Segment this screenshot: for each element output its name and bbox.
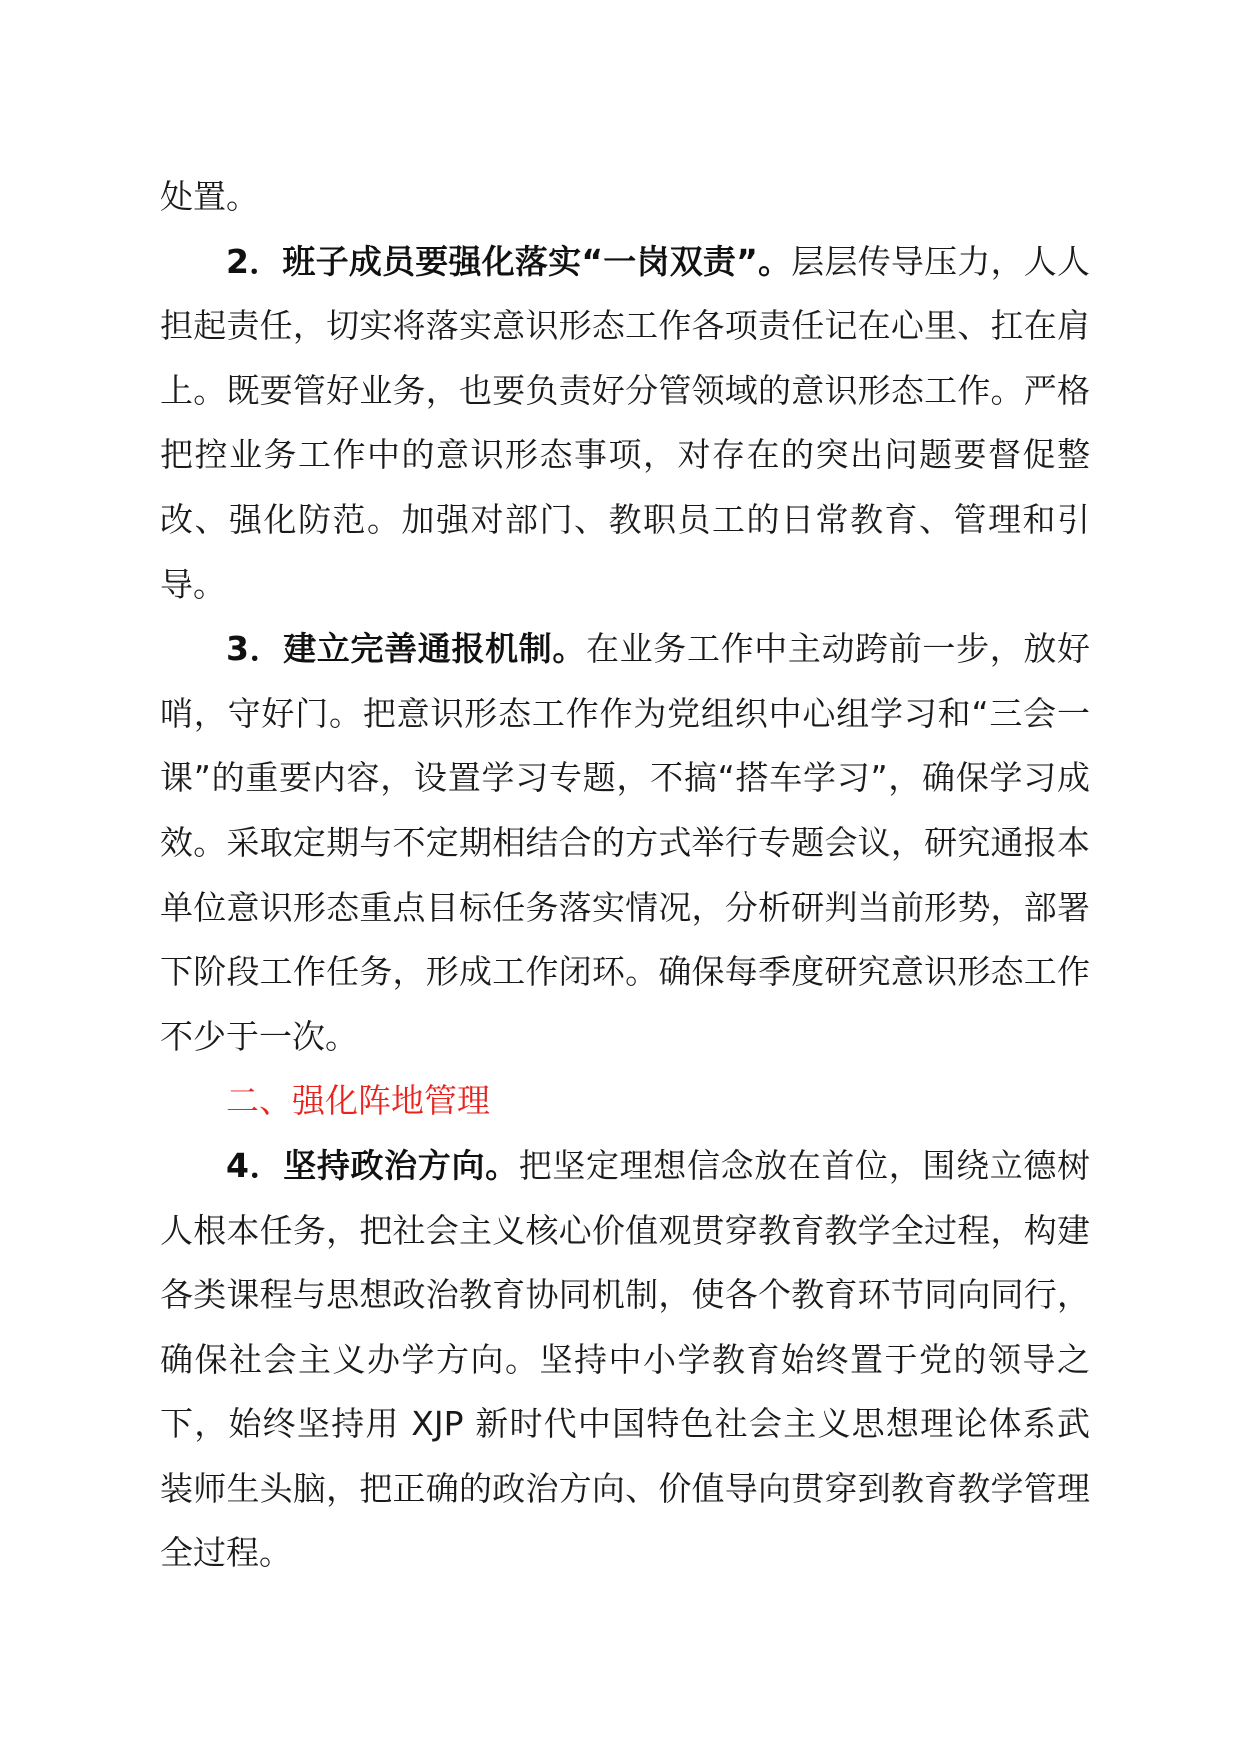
item-4-lead: 4．坚持政治方向。: [226, 1145, 519, 1185]
item-3-body: 在业务工作中主动跨前一步，放好哨，守好门。把意识形态工作作为党组织中心组学习和“三会一课”的重要内容，设置学习专题，不搞“搭车学习”，确保学习成效。采取定期与不定期相结合的方式举行专题会议，研究通报本单位意识形态重点目标任务落实情况，分析研判当前形势，部署下阶段工作任务，形成工作闭环。确保每季度研究意识形态工作不少于一次。: [160, 629, 1090, 1056]
item-3-lead: 3．建立完善通报机制。: [226, 629, 587, 669]
paragraph-item-3: [160, 617, 1090, 1069]
item-4-body: 把坚定理想信念放在首位，围绕立德树人根本任务，把社会主义核心价值观贯穿教育教学全过程，构建各类课程与思想政治教育协同机制，使各个教育环节同向同行，确保社会主义办学方向。坚持中小学教育始终置于党的领导之下，始终坚持用 XJP 新时代中国特色社会主义思想理论体系武装师生头脑，把正确的政治方向、价值导向贯穿到教育教学管理全过程。: [160, 1145, 1090, 1573]
item-2-body: 层层传导压力，人人担起责任，切实将落实意识形态工作各项责任记在心里、扛在肩上。既要管好业务，也要负责好分管领域的意识形态工作。严格把控业务工作中的意识形态事项，对存在的突出问题要督促整改、强化防范。加强对部门、教职员工的日常教育、管理和引导。: [160, 241, 1091, 604]
paragraph-item-4: [160, 1134, 1090, 1586]
item-2-lead: 2．班子成员要强化落实“一岗双责”。: [226, 241, 792, 281]
document-body: [160, 165, 1090, 1586]
paragraph-item-2: [160, 230, 1090, 618]
paragraph-continuation: 处置。: [160, 177, 259, 216]
section-heading-2: 二、强化阵地管理: [226, 1081, 490, 1121]
